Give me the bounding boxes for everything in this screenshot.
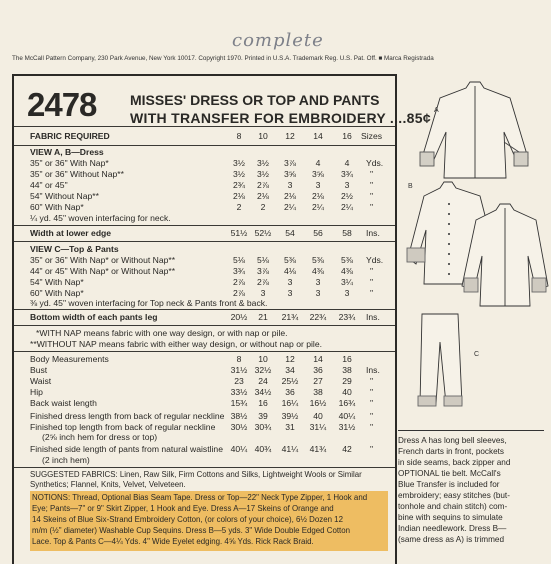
unit: " bbox=[370, 202, 374, 212]
cell: 14 bbox=[313, 354, 323, 364]
unit: Ins. bbox=[366, 228, 380, 238]
view-ab-heading: VIEW A, B—Dress bbox=[30, 147, 104, 157]
divider bbox=[14, 467, 395, 468]
cell: 5⅛ bbox=[233, 255, 245, 265]
cell: 4⅛ bbox=[284, 266, 296, 276]
cell: 36 bbox=[313, 365, 323, 375]
cell: 2 bbox=[260, 202, 266, 212]
suggested-fabrics: SUGGESTED FABRICS: Linen, Raw Silk, Firm Cottons and Silks, Lightweight Wools or Similar bbox=[30, 470, 362, 479]
unit: " bbox=[370, 180, 374, 190]
interfacing-note: ¼ yd. 45" woven interfacing for neck. bbox=[30, 213, 171, 223]
unit: " bbox=[370, 411, 374, 421]
cell: 33½ bbox=[230, 387, 248, 397]
unit: " bbox=[370, 398, 374, 408]
cell: 3 bbox=[344, 180, 350, 190]
row-label: 35" or 36" With Nap* or Without Nap** bbox=[30, 255, 176, 265]
cell: 2⅛ bbox=[284, 191, 296, 201]
nap-note: **WITHOUT NAP means fabric with either way design, or without nap or pile. bbox=[30, 339, 322, 349]
row-label: 60" With Nap* bbox=[30, 202, 84, 212]
cell: 21 bbox=[258, 312, 268, 322]
description-panel bbox=[398, 430, 544, 545]
cell: 2⅞ bbox=[233, 288, 245, 298]
cell: 4⅜ bbox=[312, 266, 324, 276]
unit: " bbox=[370, 266, 374, 276]
notions-line: Lace. Top & Pants C—4¼ Yds. 4" Wide Eyelet edging. 4⅝ Yds. Rick Rack Braid. bbox=[32, 537, 314, 546]
row-label: Back waist length bbox=[30, 398, 97, 408]
size-header: 8 bbox=[236, 131, 242, 141]
copyright-line: The McCall Pattern Company, 230 Park Avenue, New York 10017. Copyright 1970. Printed in U.S.A. Trademark Reg. U.S. Pat. Off. ■ Marca Registrada bbox=[12, 55, 434, 62]
cell: 16 bbox=[342, 354, 352, 364]
cell: 20½ bbox=[230, 312, 248, 322]
cell: 4⅜ bbox=[341, 266, 353, 276]
cell: 4 bbox=[315, 158, 321, 168]
cell: 3 bbox=[287, 180, 293, 190]
row-label: Width at lower edge bbox=[30, 228, 112, 238]
cell: 24 bbox=[258, 376, 268, 386]
row-label: 54" With Nap* bbox=[30, 277, 84, 287]
cell: 41¾ bbox=[309, 444, 327, 454]
cell: 16¾ bbox=[338, 398, 356, 408]
divider bbox=[14, 351, 395, 352]
interfacing-note: ⅜ yd. 45" woven interfacing for Top neck & Pants front & back. bbox=[30, 298, 268, 308]
cell: 2¼ bbox=[284, 202, 296, 212]
unit: Yds. bbox=[366, 255, 384, 265]
divider bbox=[14, 225, 395, 226]
cell: 3⅞ bbox=[284, 158, 296, 168]
size-header: 16 bbox=[342, 131, 352, 141]
description-line: Indian needlework. Dress B— bbox=[398, 524, 507, 533]
view-label-b: B bbox=[408, 183, 413, 190]
description-line: OPTIONAL tie belt. McCall's bbox=[398, 469, 501, 478]
unit: " bbox=[370, 288, 374, 298]
sizes-label: Sizes bbox=[361, 131, 383, 141]
hem-note: (2⅝ inch hem for dress or top) bbox=[42, 432, 158, 442]
table-row bbox=[0, 228, 395, 240]
cell: 40 bbox=[342, 387, 352, 397]
cell: 34 bbox=[285, 365, 295, 375]
cell: 29 bbox=[342, 376, 352, 386]
unit: " bbox=[370, 277, 374, 287]
divider bbox=[14, 145, 395, 146]
notions-box bbox=[30, 491, 388, 551]
notions-line: 14 Skeins of Blue Six-Strand Embroidery Cotton, (or colors of your choice), 6½ Dozen 12 bbox=[32, 515, 343, 524]
cell: 5⅛ bbox=[257, 255, 269, 265]
description-line: in side seams, back zipper and bbox=[398, 458, 511, 467]
cell: 2¼ bbox=[312, 202, 324, 212]
handwritten-note: complete bbox=[232, 30, 324, 51]
cell: 4 bbox=[344, 158, 350, 168]
cell: 22¾ bbox=[309, 312, 327, 322]
cell: 38 bbox=[313, 387, 323, 397]
cell: 31 bbox=[285, 422, 295, 432]
cell: 39½ bbox=[281, 411, 299, 421]
view-label-c: C bbox=[474, 351, 480, 358]
size-header: 10 bbox=[258, 131, 268, 141]
hem-note: (2 inch hem) bbox=[42, 455, 90, 465]
cell: 58 bbox=[342, 228, 352, 238]
unit: Ins. bbox=[366, 365, 380, 375]
row-label: 54" Without Nap** bbox=[30, 191, 99, 201]
row-label: 60" With Nap* bbox=[30, 288, 84, 298]
cell: 3 bbox=[344, 288, 350, 298]
unit: Ins. bbox=[366, 312, 380, 322]
cell: 2⅞ bbox=[257, 180, 269, 190]
cell: 3 bbox=[260, 288, 266, 298]
unit: " bbox=[370, 444, 374, 454]
cell: 3 bbox=[315, 277, 321, 287]
row-label: Finished dress length from back of regular neckline bbox=[30, 411, 225, 421]
cell: 23 bbox=[234, 376, 244, 386]
row-label: Finished top length from back of regular neckline bbox=[30, 422, 216, 432]
notions-line: m/m (½" diameter) Washable Cup Sequins. Dress B—5 yds. 3" Wide Double Edged Cotton bbox=[32, 526, 351, 535]
cell: 27 bbox=[313, 376, 323, 386]
cell: 38½ bbox=[230, 411, 248, 421]
cell: 40¾ bbox=[254, 444, 272, 454]
row-label: 35" or 36" Without Nap** bbox=[30, 169, 124, 179]
cell: 3 bbox=[287, 277, 293, 287]
cell: 2 bbox=[236, 202, 242, 212]
cell: 2⅛ bbox=[257, 191, 269, 201]
cell: 16 bbox=[258, 398, 268, 408]
notions-line: NOTIONS: Thread, Optional Bias Seam Tape. Dress or Top—22" Neck Type Zipper, 1 Hook and bbox=[32, 493, 368, 502]
garment-sketches bbox=[400, 74, 550, 429]
cell: 40 bbox=[313, 411, 323, 421]
cell: 36 bbox=[285, 387, 295, 397]
cell: 52½ bbox=[254, 228, 272, 238]
cell: 51½ bbox=[230, 228, 248, 238]
cell: 3¾ bbox=[341, 169, 353, 179]
nap-note: *WITH NAP means fabric with one way design, or with nap or pile. bbox=[36, 328, 288, 338]
cell: 32½ bbox=[254, 365, 272, 375]
cell: 15¾ bbox=[230, 398, 248, 408]
notions-line: Eye; Pants—7" or 9" Skirt Zipper, 1 Hook and Eye. Dress A—17 Skeins of Orange and bbox=[32, 504, 334, 513]
cell: 30¾ bbox=[254, 422, 272, 432]
description-line: Dress A has long bell sleeves, bbox=[398, 436, 507, 445]
cell: 40¼ bbox=[230, 444, 248, 454]
cell: 54 bbox=[285, 228, 295, 238]
fabric-required-label: FABRIC REQUIRED bbox=[30, 131, 110, 141]
row-label: Body Measurements bbox=[30, 354, 109, 364]
description-line: (same dress as A) is trimmed bbox=[398, 535, 505, 544]
row-label: Hip bbox=[30, 387, 43, 397]
cell: 56 bbox=[313, 228, 323, 238]
cell: 39 bbox=[258, 411, 268, 421]
divider bbox=[14, 309, 395, 310]
pattern-number: 2478 bbox=[27, 86, 97, 123]
divider bbox=[14, 325, 395, 326]
cell: 40¼ bbox=[338, 411, 356, 421]
cell: 25½ bbox=[281, 376, 299, 386]
cell: 3⅝ bbox=[284, 169, 296, 179]
cell: 42 bbox=[342, 444, 352, 454]
cell: 3½ bbox=[233, 158, 245, 168]
cell: 3 bbox=[315, 288, 321, 298]
row-label: 44" or 45" bbox=[30, 180, 68, 190]
unit: " bbox=[370, 422, 374, 432]
cell: 3⅞ bbox=[257, 266, 269, 276]
cell: 10 bbox=[258, 354, 268, 364]
pants-c-sketch bbox=[418, 314, 462, 406]
divider bbox=[14, 241, 395, 242]
unit: Yds. bbox=[366, 158, 384, 168]
cell: 2¼ bbox=[341, 202, 353, 212]
cell: 5⅜ bbox=[284, 255, 296, 265]
description-line: bine with sequins to simulate bbox=[398, 513, 503, 522]
description-line: embroidery; easy stitches (but- bbox=[398, 491, 510, 500]
cell: 2⅛ bbox=[312, 191, 324, 201]
cell: 5⅜ bbox=[312, 255, 324, 265]
unit: " bbox=[370, 191, 374, 201]
size-header: 12 bbox=[285, 131, 295, 141]
cell: 2¾ bbox=[233, 180, 245, 190]
unit: " bbox=[370, 376, 374, 386]
cell: 12 bbox=[285, 354, 295, 364]
cell: 3 bbox=[315, 180, 321, 190]
cell: 5⅜ bbox=[341, 255, 353, 265]
cell: 2⅛ bbox=[233, 191, 245, 201]
cell: 16¼ bbox=[281, 398, 299, 408]
pattern-subtitle: WITH TRANSFER FOR EMBROIDERY ....85¢ bbox=[130, 110, 431, 126]
cell: 41¼ bbox=[281, 444, 299, 454]
dress-a-sketch bbox=[420, 82, 528, 178]
pattern-title: MISSES' DRESS OR TOP AND PANTS bbox=[130, 92, 380, 108]
unit: " bbox=[370, 387, 374, 397]
description-line: Blue Transfer is included for bbox=[398, 480, 500, 489]
row-label: 44" or 45" With Nap* or Without Nap** bbox=[30, 266, 176, 276]
cell: 3¾ bbox=[233, 266, 245, 276]
table-row bbox=[0, 312, 395, 324]
description-line: tonhole and chain stitch) com- bbox=[398, 502, 508, 511]
cell: 3½ bbox=[257, 169, 269, 179]
cell: 34½ bbox=[254, 387, 272, 397]
row-label: Bottom width of each pants leg bbox=[30, 312, 158, 322]
cell: 23¾ bbox=[338, 312, 356, 322]
cell: 3½ bbox=[233, 169, 245, 179]
description-line: French darts in front, pockets bbox=[398, 447, 505, 456]
cell: 38 bbox=[342, 365, 352, 375]
row-label: Waist bbox=[30, 376, 52, 386]
row-label: Bust bbox=[30, 365, 48, 375]
divider bbox=[398, 430, 544, 431]
cell: 3⅝ bbox=[312, 169, 324, 179]
cell: 2⅞ bbox=[257, 277, 269, 287]
divider bbox=[14, 126, 395, 127]
table-row bbox=[0, 398, 395, 410]
cell: 3½ bbox=[257, 158, 269, 168]
cell: 31½ bbox=[338, 422, 356, 432]
cell: 31½ bbox=[230, 365, 248, 375]
cell: 31¼ bbox=[309, 422, 327, 432]
cell: 3 bbox=[287, 288, 293, 298]
view-c-heading: VIEW C—Top & Pants bbox=[30, 244, 119, 254]
row-label: Finished side length of pants from natural waistline bbox=[30, 444, 223, 454]
cell: 2⅞ bbox=[233, 277, 245, 287]
suggested-fabrics: Synthetics; Flannel, Knits, Velvet, Velveteen. bbox=[30, 480, 186, 489]
view-label-a: A bbox=[434, 107, 439, 114]
cell: 8 bbox=[236, 354, 242, 364]
cell: 21¾ bbox=[281, 312, 299, 322]
cell: 3¼ bbox=[341, 277, 353, 287]
size-header: 14 bbox=[313, 131, 323, 141]
unit: " bbox=[370, 169, 374, 179]
cell: 2½ bbox=[341, 191, 353, 201]
row-label: 35" or 36" With Nap* bbox=[30, 158, 109, 168]
cell: 16½ bbox=[309, 398, 327, 408]
cell: 30½ bbox=[230, 422, 248, 432]
